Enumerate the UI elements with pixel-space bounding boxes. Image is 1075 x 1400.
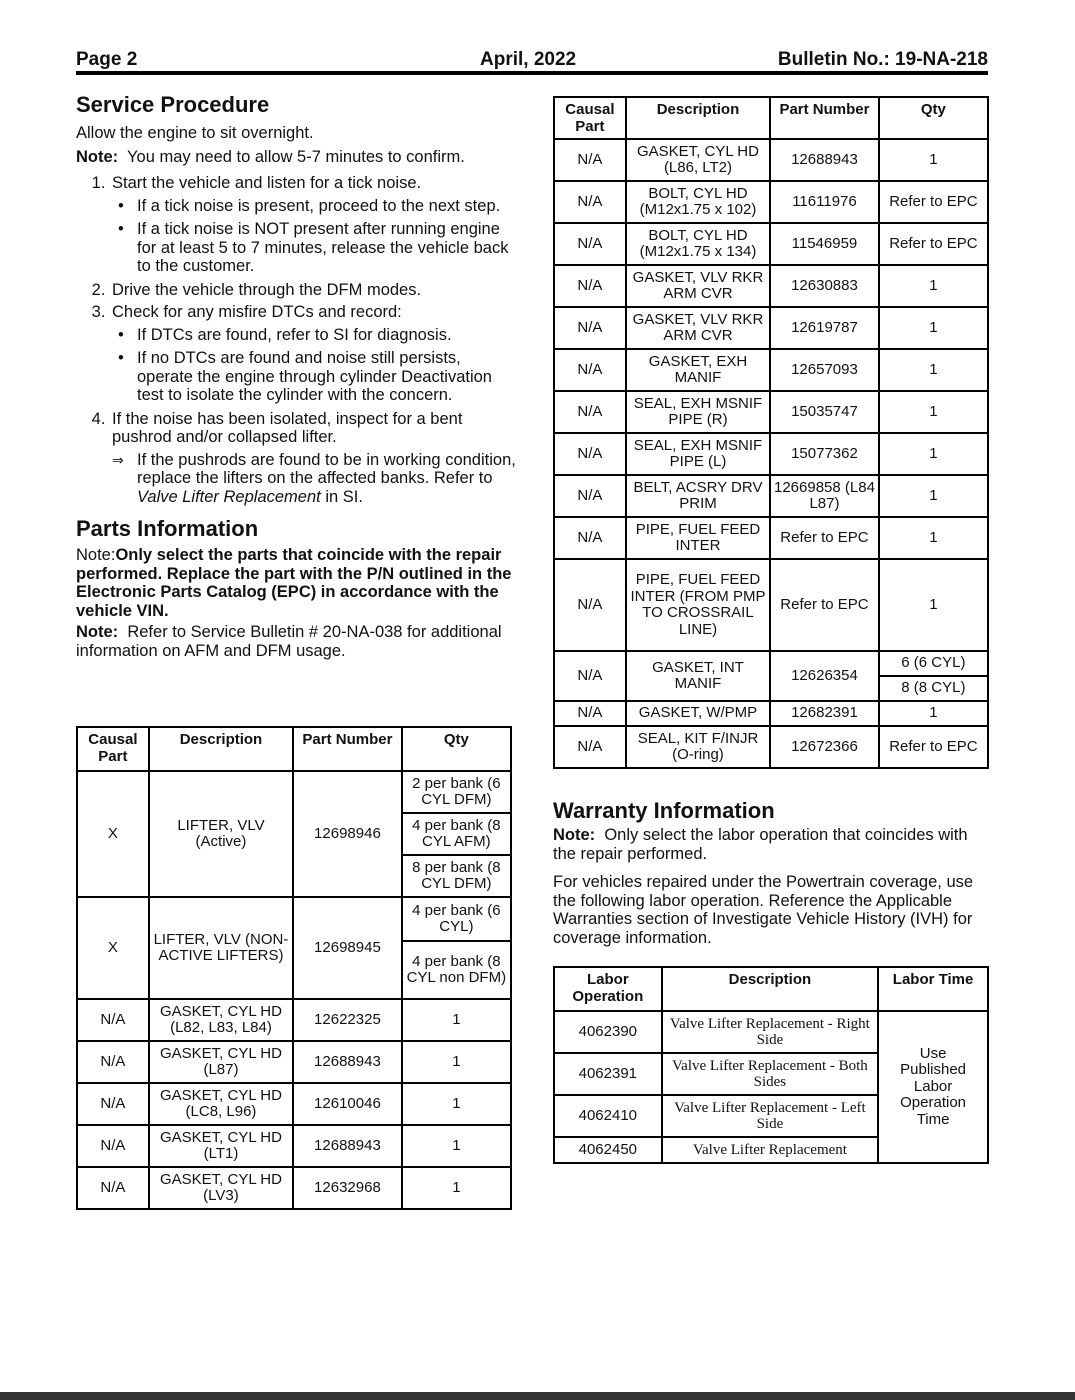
causal-cell: N/A: [77, 999, 149, 1041]
causal-cell: N/A: [554, 559, 626, 651]
description-cell: GASKET, INT MANIF: [626, 651, 770, 701]
qty-cell: 2 per bank (6 CYL DFM): [402, 771, 511, 813]
step: 3. Check for any misfire DTCs and record: • If DTCs are found, refer to SI for diagnosis. • If no DTCs are found and noise still persists, operate the engine through cylinder Deactivation test to isolate the cylinder with the concern.: [110, 303, 516, 405]
description-cell: GASKET, CYL HD (LV3): [149, 1167, 293, 1209]
description-cell: GASKET, CYL HD (L86, LT2): [626, 139, 770, 181]
part-number-cell: 15035747: [770, 391, 879, 433]
step: 1. Start the vehicle and listen for a tick noise. • If a tick noise is present, proceed to the next step. • If a tick noise is NOT present after running engine for at least 5 to 7 minutes, release the vehicle back to the customer.: [110, 174, 516, 276]
part-number-cell: 12682391: [770, 701, 879, 726]
causal-cell: N/A: [77, 1041, 149, 1083]
qty-cell: 4 per bank (8 CYL AFM): [402, 813, 511, 855]
qty-cell: 1: [879, 139, 988, 181]
step-bullet: • If a tick noise is present, proceed to the next step.: [112, 197, 516, 216]
warranty-note: Note: Only select the labor operation that coincides with the repair performed.: [553, 826, 968, 863]
qty-cell: 1: [402, 1041, 511, 1083]
step-arrow-item: ⇒ If the pushrods are found to be in working condition, replace the lifters on the affected banks. Refer to Valve Lifter Replacement in SI.: [112, 451, 516, 507]
left-column: [76, 92, 516, 660]
causal-cell: N/A: [554, 517, 626, 559]
page-bottom-edge: [0, 1392, 1075, 1400]
qty-cell: 8 per bank (8 CYL DFM): [402, 855, 511, 897]
causal-cell: N/A: [554, 223, 626, 265]
col-header-labor-time: Labor Time: [878, 967, 988, 1011]
part-number-cell: 11546959: [770, 223, 879, 265]
description-cell: SEAL, KIT F/INJR (O-ring): [626, 726, 770, 768]
description-cell: BELT, ACSRY DRV PRIM: [626, 475, 770, 517]
qty-cell: 1: [402, 999, 511, 1041]
part-number-cell: 12622325: [293, 999, 402, 1041]
labor-op-cell: 4062390: [554, 1011, 662, 1053]
causal-cell: N/A: [554, 391, 626, 433]
col-header-part-number: Part Number: [770, 97, 879, 139]
qty-cell: 1: [402, 1125, 511, 1167]
qty-cell: 1: [402, 1167, 511, 1209]
causal-cell: N/A: [554, 139, 626, 181]
part-number-cell: 12630883: [770, 265, 879, 307]
col-header-qty: Qty: [879, 97, 988, 139]
col-header-description: Description: [149, 727, 293, 771]
labor-desc-cell: Valve Lifter Replacement - Right Side: [662, 1011, 879, 1053]
parts-table-right: [553, 96, 989, 769]
qty-cell: 1: [879, 559, 988, 651]
qty-cell: Refer to EPC: [879, 726, 988, 768]
part-number-cell: 12688943: [770, 139, 879, 181]
qty-cell: 6 (6 CYL): [879, 651, 988, 676]
qty-cell: 1: [879, 391, 988, 433]
description-cell: GASKET, CYL HD (LT1): [149, 1125, 293, 1167]
causal-cell: N/A: [554, 307, 626, 349]
description-cell: GASKET, EXH MANIF: [626, 349, 770, 391]
col-header-part-number: Part Number: [293, 727, 402, 771]
labor-op-cell: 4062410: [554, 1095, 662, 1137]
part-number-cell: 12698946: [293, 771, 402, 897]
part-number-cell: 12672366: [770, 726, 879, 768]
part-number-cell: 12669858 (L84 L87): [770, 475, 879, 517]
col-header-qty: Qty: [402, 727, 511, 771]
parts-note: Note:Only select the parts that coincide with the repair performed. Replace the part with the P/N outlined in the Electronic Parts Catalog (EPC) in accordance with the vehicle VIN.: [76, 546, 512, 620]
warranty-section: [553, 798, 988, 947]
labor-time-cell: Use Published Labor Operation Time: [878, 1011, 988, 1163]
qty-cell: 1: [879, 433, 988, 475]
col-header-causal: Causal Part: [554, 97, 626, 139]
labor-operation-table: [553, 966, 989, 1164]
qty-cell: 1: [879, 475, 988, 517]
description-cell: GASKET, VLV RKR ARM CVR: [626, 307, 770, 349]
qty-cell: 4 per bank (6 CYL): [402, 897, 511, 941]
col-header-labor-operation: Labor Operation: [554, 967, 662, 1011]
description-cell: GASKET, CYL HD (L87): [149, 1041, 293, 1083]
part-number-cell: 11611976: [770, 181, 879, 223]
page-header: [76, 49, 988, 75]
causal-cell: X: [77, 897, 149, 999]
labor-desc-cell: Valve Lifter Replacement - Both Sides: [662, 1053, 879, 1095]
causal-cell: N/A: [77, 1167, 149, 1209]
service-note: Note: You may need to allow 5-7 minutes to confirm.: [76, 147, 465, 166]
parts-note-afm: Note: Refer to Service Bulletin # 20-NA-038 for additional information on AFM and DFM usage.: [76, 623, 502, 660]
step: 4. If the noise has been isolated, inspect for a bent pushrod and/or collapsed lifter. ⇒ If the pushrods are found to be in working condition, replace the lifters on the affected banks. Refer to Valve Lifter Replacement in SI.: [110, 410, 516, 507]
part-number-cell: 12657093: [770, 349, 879, 391]
part-number-cell: Refer to EPC: [770, 559, 879, 651]
labor-op-cell: 4062450: [554, 1137, 662, 1163]
part-number-cell: 12626354: [770, 651, 879, 701]
causal-cell: N/A: [554, 651, 626, 701]
bulletin-date: April, 2022: [480, 49, 577, 70]
parts-information-heading: Parts Information: [76, 516, 259, 541]
bulletin-number: Bulletin No.: 19-NA-218: [777, 49, 988, 70]
description-cell: BOLT, CYL HD (M12x1.75 x 102): [626, 181, 770, 223]
description-cell: PIPE, FUEL FEED INTER: [626, 517, 770, 559]
description-cell: GASKET, CYL HD (L82, L83, L84): [149, 999, 293, 1041]
col-header-description: Description: [626, 97, 770, 139]
qty-cell: 1: [879, 517, 988, 559]
qty-cell: Refer to EPC: [879, 181, 988, 223]
parts-table-left: [76, 726, 512, 1210]
causal-cell: N/A: [554, 475, 626, 517]
service-intro: Allow the engine to sit overnight.: [76, 124, 314, 142]
description-cell: GASKET, CYL HD (LC8, L96): [149, 1083, 293, 1125]
part-number-cell: 12688943: [293, 1041, 402, 1083]
causal-cell: X: [77, 771, 149, 897]
qty-cell: 4 per bank (8 CYL non DFM): [402, 941, 511, 999]
part-number-cell: 12632968: [293, 1167, 402, 1209]
description-cell: GASKET, W/PMP: [626, 701, 770, 726]
causal-cell: N/A: [554, 701, 626, 726]
causal-cell: N/A: [554, 181, 626, 223]
service-procedure-heading: Service Procedure: [76, 92, 270, 117]
part-number-cell: 12610046: [293, 1083, 402, 1125]
description-cell: GASKET, VLV RKR ARM CVR: [626, 265, 770, 307]
procedure-steps: [76, 174, 516, 506]
step-bullet: • If no DTCs are found and noise still persists, operate the engine through cylinder Deactivation test to isolate the cylinder with the concern.: [112, 349, 516, 405]
part-number-cell: Refer to EPC: [770, 517, 879, 559]
description-cell: LIFTER, VLV (NON-ACTIVE LIFTERS): [149, 897, 293, 999]
warranty-paragraph: For vehicles repaired under the Powertrain coverage, use the following labor operation. Reference the Applicable Warranties section of Investigate Vehicle History (IVH) for coverage information.: [553, 873, 974, 947]
qty-cell: 1: [879, 701, 988, 726]
step-bullet: • If a tick noise is NOT present after running engine for at least 5 to 7 minutes, release the vehicle back to the customer.: [112, 220, 516, 276]
part-number-cell: 12619787: [770, 307, 879, 349]
col-header-causal: Causal Part: [77, 727, 149, 771]
step: 2. Drive the vehicle through the DFM modes.: [110, 281, 516, 300]
description-cell: SEAL, EXH MSNIF PIPE (L): [626, 433, 770, 475]
description-cell: BOLT, CYL HD (M12x1.75 x 134): [626, 223, 770, 265]
description-cell: LIFTER, VLV (Active): [149, 771, 293, 897]
warranty-information-heading: Warranty Information: [553, 798, 775, 823]
qty-cell: 1: [402, 1083, 511, 1125]
labor-desc-cell: Valve Lifter Replacement - Left Side: [662, 1095, 879, 1137]
qty-cell: 1: [879, 265, 988, 307]
part-number-cell: 15077362: [770, 433, 879, 475]
labor-op-cell: 4062391: [554, 1053, 662, 1095]
qty-cell: 1: [879, 349, 988, 391]
causal-cell: N/A: [554, 349, 626, 391]
causal-cell: N/A: [77, 1125, 149, 1167]
causal-cell: N/A: [554, 433, 626, 475]
description-cell: PIPE, FUEL FEED INTER (FROM PMP TO CROSSRAIL LINE): [626, 559, 770, 651]
causal-cell: N/A: [554, 726, 626, 768]
qty-cell: Refer to EPC: [879, 223, 988, 265]
causal-cell: N/A: [77, 1083, 149, 1125]
si-reference: Valve Lifter Replacement: [137, 487, 321, 506]
step-bullet: • If DTCs are found, refer to SI for diagnosis.: [112, 326, 516, 345]
col-header-description: Description: [662, 967, 879, 1011]
page-number: Page 2: [76, 49, 138, 70]
labor-desc-cell: Valve Lifter Replacement: [662, 1137, 879, 1163]
qty-cell: 8 (8 CYL): [879, 676, 988, 701]
causal-cell: N/A: [554, 265, 626, 307]
part-number-cell: 12698945: [293, 897, 402, 999]
qty-cell: 1: [879, 307, 988, 349]
part-number-cell: 12688943: [293, 1125, 402, 1167]
description-cell: SEAL, EXH MSNIF PIPE (R): [626, 391, 770, 433]
